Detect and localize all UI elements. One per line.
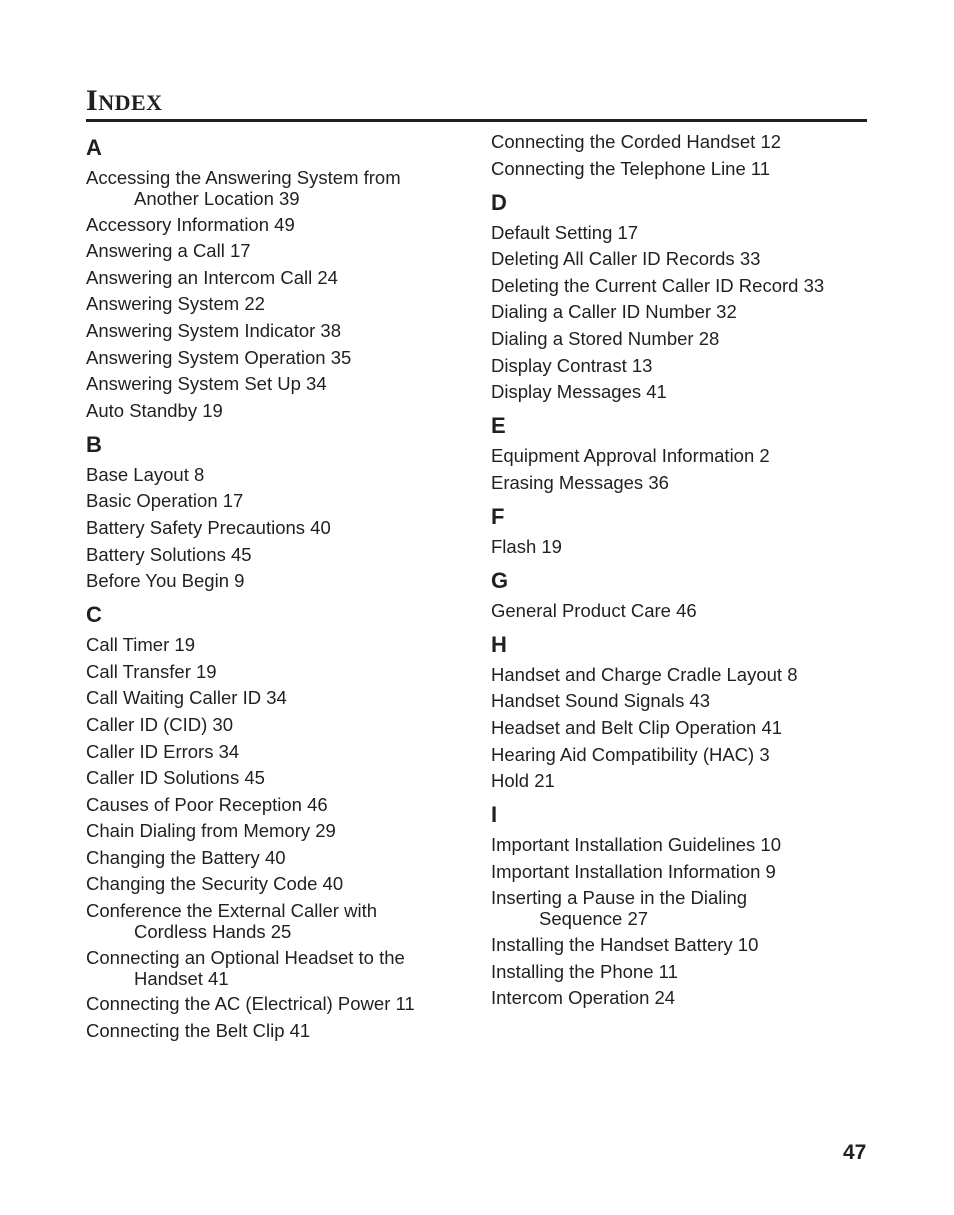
entry-text: Dialing a Stored Number 28 [491, 327, 720, 349]
index-entry [86, 900, 466, 942]
entry-text: Installing the Handset Battery 10 [491, 933, 759, 955]
index-section [491, 632, 871, 792]
entry-text: Important Installation Information 9 [491, 860, 776, 882]
index-entry [86, 767, 466, 789]
section-letter: I [491, 802, 498, 828]
index-entry [86, 634, 466, 656]
index-entry [86, 687, 466, 709]
index-entry [86, 820, 466, 842]
index-entry [491, 158, 871, 180]
entry-text: Connecting the Corded Handset 12 [491, 131, 782, 152]
index-entry [86, 373, 466, 395]
index-entry [86, 320, 466, 342]
entry-text: Basic Operation 17 [86, 490, 244, 512]
entry-text: Accessing the Answering System from [86, 167, 401, 188]
entry-text: Hold 21 [491, 770, 555, 792]
entry-text: Important Installation Guidelines 10 [491, 834, 782, 856]
index-left-column [86, 131, 466, 1046]
index-entry [86, 293, 466, 315]
section-letter: C [86, 602, 102, 628]
section-letter: G [491, 567, 509, 593]
index-entry [491, 472, 871, 494]
entry-text: Display Contrast 13 [491, 354, 653, 376]
entry-text: Flash 19 [491, 535, 562, 557]
section-letter: A [86, 135, 102, 160]
entry-text: Display Messages 41 [491, 381, 667, 403]
index-entry [491, 536, 871, 558]
index-entry [491, 131, 871, 153]
index-entry [86, 847, 466, 869]
entry-text: Hearing Aid Compatibility (HAC) 3 [491, 743, 770, 765]
index-entry [86, 741, 466, 763]
entry-text: Equipment Approval Information 2 [491, 445, 770, 467]
index-entry [86, 240, 466, 262]
entry-text: Connecting the Telephone Line 11 [491, 157, 771, 179]
index-entry [86, 347, 466, 369]
index-entry [86, 947, 466, 989]
index-entry [491, 861, 871, 883]
title-rest: NDEX [98, 90, 163, 115]
index-entry [86, 570, 466, 592]
index-entry [491, 961, 871, 983]
index-section [491, 413, 871, 494]
index-entry [86, 464, 466, 486]
entry-text: Call Timer 19 [86, 634, 195, 656]
entry-text: Caller ID (CID) 30 [86, 713, 233, 735]
entry-text: Changing the Security Code 40 [86, 873, 344, 895]
entry-text: Answering System Indicator 38 [86, 319, 342, 341]
title-rule [86, 119, 867, 122]
entry-text: Battery Solutions 45 [86, 543, 252, 565]
title-initial: I [86, 84, 99, 117]
entry-text: Battery Safety Precautions 40 [86, 516, 331, 538]
entry-text: Connecting the AC (Electrical) Power 11 [86, 993, 415, 1015]
entry-text: Conference the External Caller with [86, 900, 378, 922]
index-entry [86, 714, 466, 736]
entry-text: Deleting All Caller ID Records 33 [491, 248, 761, 270]
entry-text: Connecting an Optional Headset to the [86, 946, 405, 968]
section-letter: D [491, 189, 507, 215]
index-entry [491, 301, 871, 323]
index-entry [491, 744, 871, 766]
entry-text: Auto Standby 19 [86, 399, 223, 421]
entry-text: Answering System 22 [86, 293, 265, 315]
index-entry [491, 717, 871, 739]
entry-continuation: Another Location 39 [134, 188, 300, 209]
entry-text: Changing the Battery 40 [86, 846, 286, 868]
index-entry [491, 275, 871, 297]
page-number: 47 [843, 1141, 867, 1164]
index-entry [491, 664, 871, 686]
index-entry [491, 770, 871, 792]
index-entry [86, 167, 466, 209]
index-entry [491, 600, 871, 622]
entry-text: Answering an Intercom Call 24 [86, 266, 338, 288]
entry-text: Answering System Set Up 34 [86, 373, 327, 395]
entry-text: Base Layout 8 [86, 463, 205, 485]
index-entry [86, 214, 466, 236]
index-entry [491, 887, 871, 929]
index-entry [491, 987, 871, 1009]
index-entry [86, 794, 466, 816]
index-entry [491, 834, 871, 856]
entry-text: Installing the Phone 11 [491, 960, 678, 982]
index-entry [491, 355, 871, 377]
entry-continuation: Cordless Hands 25 [134, 921, 292, 943]
section-letter: F [491, 503, 505, 529]
entry-text: Default Setting 17 [491, 221, 639, 243]
entry-text: Intercom Operation 24 [491, 987, 676, 1009]
entry-text: Handset and Charge Cradle Layout 8 [491, 663, 798, 685]
entry-text: Dialing a Caller ID Number 32 [491, 301, 737, 323]
entry-text: Inserting a Pause in the Dialing [491, 887, 748, 909]
index-entry [491, 445, 871, 467]
index-section [86, 135, 466, 422]
index-section [491, 131, 871, 180]
index-entry [491, 248, 871, 270]
entry-text: Connecting the Belt Clip 41 [86, 1019, 311, 1041]
index-section [491, 190, 871, 404]
index-entry [86, 1020, 466, 1042]
index-entry [86, 544, 466, 566]
entry-text: Answering System Operation 35 [86, 346, 352, 368]
page-title [86, 84, 163, 118]
entry-continuation: Handset 41 [134, 967, 229, 989]
index-entry [491, 690, 871, 712]
index-entry [86, 661, 466, 683]
section-letter: B [86, 431, 102, 457]
index-entry [86, 400, 466, 422]
index-entry [86, 517, 466, 539]
index-entry [86, 490, 466, 512]
index-section [491, 568, 871, 622]
index-entry [86, 267, 466, 289]
entry-text: General Product Care 46 [491, 599, 697, 621]
entry-text: Answering a Call 17 [86, 240, 251, 262]
index-entry [86, 873, 466, 895]
entry-text: Accessory Information 49 [86, 213, 295, 235]
entry-text: Causes of Poor Reception 46 [86, 793, 328, 815]
entry-text: Call Waiting Caller ID 34 [86, 687, 287, 709]
index-entry [86, 993, 466, 1015]
entry-text: Erasing Messages 36 [491, 471, 669, 493]
entry-text: Headset and Belt Clip Operation 41 [491, 716, 783, 738]
entry-text: Call Transfer 19 [86, 660, 217, 682]
index-section [491, 802, 871, 1009]
index-section [86, 432, 466, 592]
entry-text: Caller ID Solutions 45 [86, 767, 265, 789]
index-section [491, 504, 871, 558]
entry-text: Caller ID Errors 34 [86, 740, 240, 762]
section-letter: H [491, 631, 507, 657]
index-section [86, 602, 466, 1042]
index-entry [491, 222, 871, 244]
index-entry [491, 934, 871, 956]
entry-text: Chain Dialing from Memory 29 [86, 820, 336, 842]
section-letter: E [491, 413, 506, 439]
entry-text: Before You Begin 9 [86, 570, 245, 592]
index-entry [491, 328, 871, 350]
entry-text: Handset Sound Signals 43 [491, 690, 711, 712]
entry-text: Deleting the Current Caller ID Record 33 [491, 274, 825, 296]
entry-continuation: Sequence 27 [539, 908, 649, 930]
index-entry [491, 381, 871, 403]
index-right-column [491, 131, 871, 1014]
